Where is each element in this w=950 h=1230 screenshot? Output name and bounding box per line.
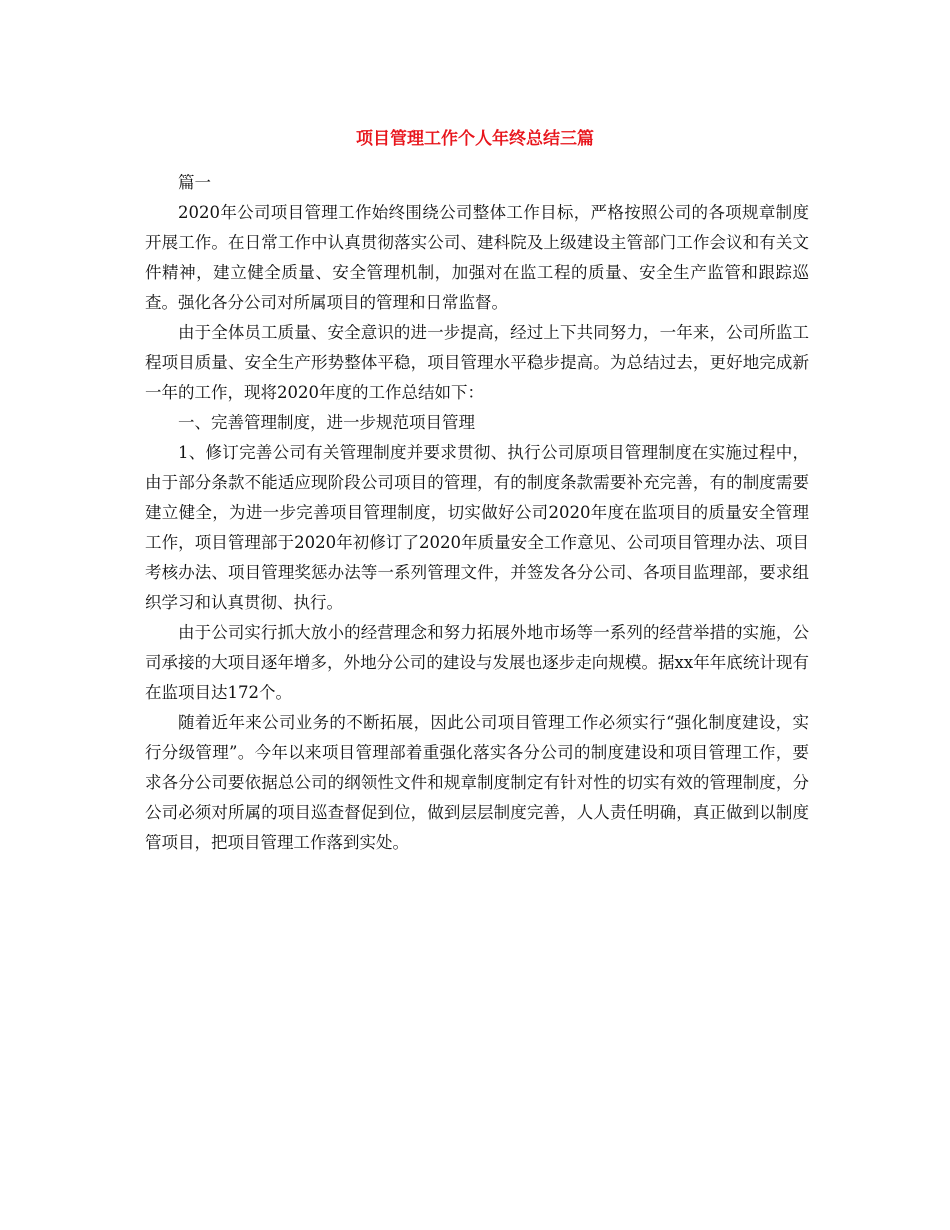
paragraph-business-growth: 由于公司实行抓大放小的经营理念和努力拓展外地市场等一系列的经营举措的实施，公司承接的大项目逐年增多，外地分公司的建设与发展也逐步走向规模。据xx年年底统计现有在监项目达172个。 xyxy=(145,623,809,702)
paragraph-intro: 2020年公司项目管理工作始终围绕公司整体工作目标，严格按照公司的各项规章制度开展工作。在日常工作中认真贯彻落实公司、建科院及上级建设主管部门工作会议和有关文件精神，建立健全质量、安全管理机制，加强对在监工程的质量、安全生产监管和跟踪巡查。强化各分公司对所属项目的管理和日常监督。 xyxy=(145,203,809,312)
section-heading-part-one: 篇一 xyxy=(178,173,211,192)
paragraph-summary: 由于全体员工质量、安全意识的进一步提高，经过上下共同努力，一年来，公司所监工程项目质量、安全生产形势整体平稳，项目管理水平稳步提高。为总结过去，更好地完成新一年的工作，现将2020年度的工作总结如下： xyxy=(145,323,809,402)
section-heading-one: 一、完善管理制度，进一步规范项目管理 xyxy=(178,413,475,432)
document-body xyxy=(145,168,809,858)
paragraph-item-1: 1、修订完善公司有关管理制度并要求贯彻、执行公司原项目管理制度在实施过程中，由于部分条款不能适应现阶段公司项目的管理，有的制度条款需要补充完善，有的制度需要建立健全，为进一步完善项目管理制度，切实做好公司2020年度在监项目的质量安全管理工作，项目管理部于2020年初修订了2020年质量安全工作意见、公司项目管理办法、项目考核办法、项目管理奖惩办法等一系列管理文件，并签发各分公司、各项目监理部，要求组织学习和认真贯彻、执行。 xyxy=(145,443,809,612)
document-title: 项目管理工作个人年终总结三篇 xyxy=(356,129,594,149)
paragraph-management-system: 随着近年来公司业务的不断拓展，因此公司项目管理工作必须实行“强化制度建设，实行分级管理”。今年以来项目管理部着重强化落实各分公司的制度建设和项目管理工作，要求各分公司要依据总公司的纲领性文件和规章制度制定有针对性的切实有效的管理制度，分公司必须对所属的项目巡查督促到位，做到层层制度完善，人人责任明确，真正做到以制度管项目，把项目管理工作落到实处。 xyxy=(145,713,809,852)
